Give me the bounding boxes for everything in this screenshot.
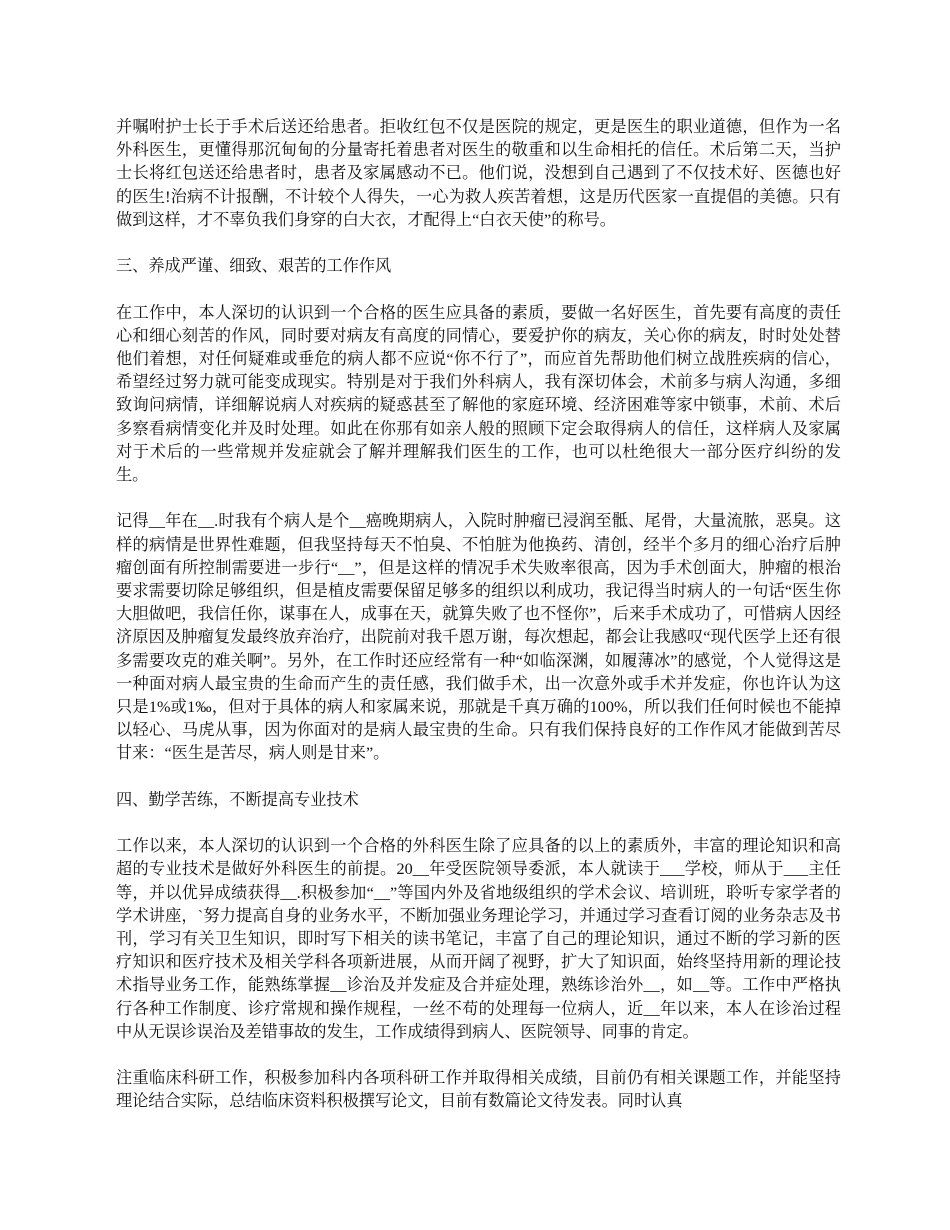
body-paragraph-study: 工作以来，本人深切的认识到一个合格的外科医生除了应具备的以上的素质外，丰富的理论知识和高超的专业技术是做好外科医生的前提。20__年受医院领导委派，本人就读于___学校，师从于___主任等，并以优异成绩获得__.积极参加“__”等国内外及省地级组织的学术会议、培训班，聆听专家学者的学术讲座，`努力提高自身的业务水平，不断加强业务理论学习，并通过学习查看订阅的业务杂志及书刊，学习有关卫生知识，即时写下相关的读书笔记，丰富了自己的理论知识，通过不断的学习新的医疗知识和医疗技术及相关学科各项新进展，从而开阔了视野，扩大了知识面，始终坚持用新的理论技术指导业务工作，能熟练掌握__诊治及并发症及合并症处理，熟练诊治外__，如__等。工作中严格执行各种工作制度、诊疗常规和操作规程，一丝不苟的处理每一位病人，近__年以来，本人在诊治过程中从无误诊误治及差错事故的发生，工作成绩得到病人、医院领导、同事的肯定。 [116,837,841,1041]
body-paragraph-patient-case: 记得__年在__.时我有个病人是个__癌晚期病人，入院时肿瘤已浸润至骶、尾骨，大量流脓，恶臭。这样的病情是世界性难题，但我坚持每天不怕臭、不怕脏为他换药、清创，经半个多月的细心治疗后肿瘤创面有所控制需要进一步行“__”，但是这样的情况手术失败率很高，因为手术创面大，肿瘤的根治要求需要切除足够组织，但是植皮需要保留足够多的组织以利成功，我记得当时病人的一句话“医生你大胆做吧，我信任你，谋事在人，成事在天，就算失败了也不怪你”，后来手术成功了，可惜病人因经济原因及肿瘤复发最终放弃治疗，出院前对我千恩万谢，每次想起，都会让我感叹“现代医学上还有很多需要攻克的难关啊”。另外，在工作时还应经常有一种“如临深渊，如履薄冰”的感觉，个人觉得这是一种面对病人最宝贵的生命而产生的责任感，我们做手术，出一次意外或手术并发症，你也许认为这只是1%或1‰，但对于具体的病人和家属来说，那就是千真万确的100%，所以我们任何时候也不能掉以轻心、马虎从事，因为你面对的是病人最宝贵的生命。只有我们保持良好的工作作风才能做到苦尽甘来：“医生是苦尽，病人则是甘来”。 [116,512,841,763]
document-page [116,116,841,1137]
body-paragraph-work-style: 在工作中，本人深切的认识到一个合格的医生应具备的素质，要做一名好医生，首先要有高度的责任心和细心刻苦的作风，同时要对病友有高度的同情心，要爱护你的病友，关心你的病友，时时处处替他们着想，对任何疑难或垂危的病人都不应说“你不行了”，而应首先帮助他们树立战胜疾病的信心，希望经过努力就可能变成现实。特别是对于我们外科病人，我有深切体会，术前多与病人沟通，多细致询问病情，详细解说病人对疾病的疑惑甚至了解他的家庭环境、经济困难等家中锁事，术前、术后多察看病情变化并及时处理。如此在你那有如亲人般的照顾下定会取得病人的信任，这样病人及家属对于术后的一些常规并发症就会了解并理解我们医生的工作，也可以杜绝很大一部分医疗纠纷的发生。 [116,303,841,485]
section-heading-study: 四、勤学苦练，不断提高专业技术 [116,790,359,809]
section-heading-work-style: 三、养成严谨、细致、艰苦的工作作风 [116,257,392,276]
body-paragraph-red-envelope: 并嘱咐护士长于手术后送还给患者。拒收红包不仅是医院的规定，更是医生的职业道德，但作为一名外科医生，更懂得那沉甸甸的分量寄托着患者对医生的敬重和以生命相托的信任。术后第二天，当护士长将红包送还给患者时，患者及家属感动不已。他们说，没想到自己遇到了不仅技术好、医德也好的医生!治病不计报酬，不计较个人得失，一心为救人疾苦着想，这是历代医家一直提倡的美德。只有做到这样，才不辜负我们身穿的白大衣，才配得上“白衣天使”的称号。 [116,118,841,229]
body-paragraph-research: 注重临床科研工作，积极参加科内各项科研工作并取得相关成绩，目前仍有相关课题工作，并能坚持理论结合实际，总结临床资料积极撰写论文，目前有数篇论文待发表。同时认真 [116,1069,841,1111]
